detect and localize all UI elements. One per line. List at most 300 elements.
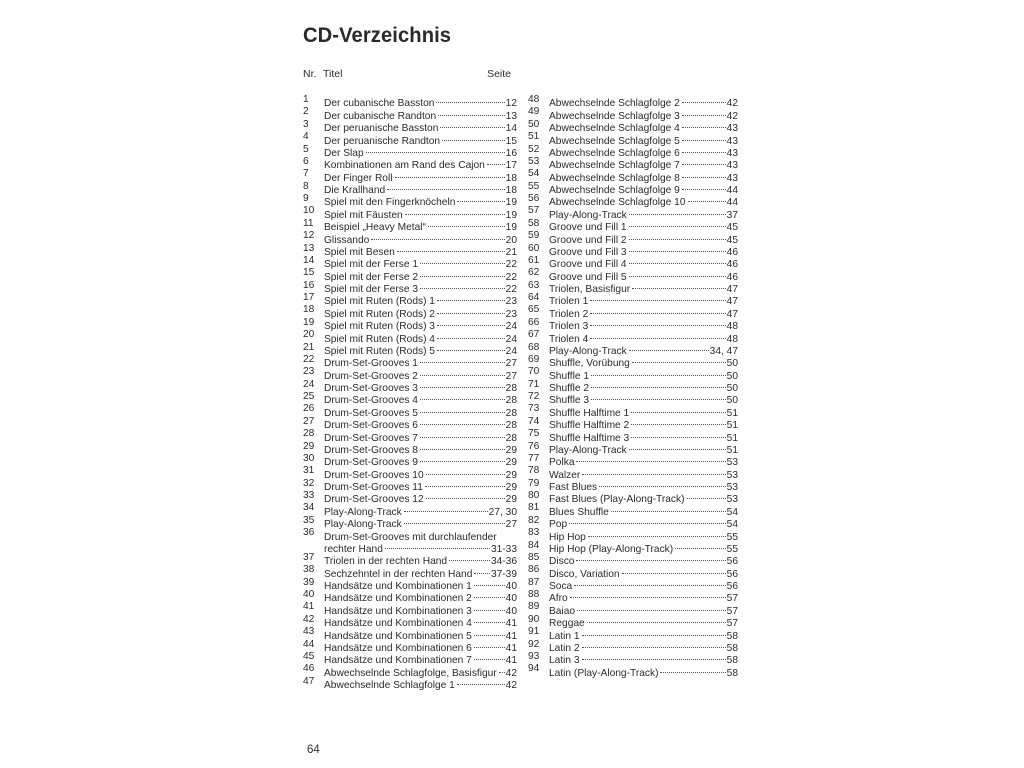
dot-leader — [687, 490, 726, 502]
track-title: Spiel mit den Fingerknöcheln — [324, 197, 456, 209]
track-number: 71 — [528, 378, 540, 390]
track-title: Latin 1 — [549, 630, 580, 642]
toc-entry — [303, 329, 517, 345]
track-page: 56 — [726, 556, 738, 568]
track-number: 45 — [303, 650, 315, 662]
track-title: Abwechselnde Schlagfolge 3 — [549, 110, 680, 122]
dot-leader — [629, 255, 726, 267]
header-seite: Seite — [487, 68, 511, 80]
track-page: 27 — [505, 519, 517, 531]
track-number: 92 — [528, 638, 540, 650]
track-number: 62 — [528, 267, 540, 279]
track-title: Spiel mit Ruten (Rods) 2 — [324, 308, 435, 320]
toc-entry — [528, 403, 738, 419]
dot-leader — [499, 663, 505, 675]
page-title: CD-Verzeichnis — [303, 24, 452, 47]
track-page: 28 — [505, 420, 517, 432]
dot-leader — [576, 552, 725, 564]
track-page: 24 — [505, 333, 517, 345]
dot-leader — [587, 614, 726, 626]
track-page: 22 — [505, 259, 517, 271]
track-number: 59 — [528, 230, 540, 242]
toc-entry — [303, 675, 517, 691]
track-page: 19 — [505, 209, 517, 221]
toc-entry — [303, 378, 517, 394]
track-number: 68 — [528, 341, 540, 353]
track-title: Reggae — [549, 618, 585, 630]
track-number: 63 — [528, 279, 540, 291]
toc-entry — [528, 143, 738, 159]
track-page: 22 — [505, 284, 517, 295]
track-number: 24 — [303, 378, 315, 390]
track-page: 46 — [726, 271, 738, 283]
track-number: 9 — [303, 193, 309, 204]
track-title: Pop — [549, 519, 568, 531]
track-number: 52 — [528, 143, 540, 155]
toc-entry — [303, 403, 517, 419]
track-title: Groove und Fill 2 — [549, 234, 627, 246]
track-number: 80 — [528, 490, 540, 501]
track-page: 40 — [505, 581, 517, 592]
track-number: 50 — [528, 118, 540, 130]
track-page: 56 — [726, 581, 738, 592]
track-title: Drum-Set-Grooves 6 — [324, 420, 418, 432]
track-title: Abwechselnde Schlagfolge 7 — [549, 160, 680, 172]
track-page: 57 — [726, 593, 738, 605]
track-title: Drum-Set-Grooves mit durchlaufender — [324, 531, 497, 543]
track-title: Shuffle, Vorübung — [549, 358, 630, 370]
dot-leader — [629, 230, 726, 242]
track-title: Der Slap — [324, 147, 364, 159]
toc-entry — [528, 514, 738, 531]
track-title: Drum-Set-Grooves 9 — [324, 457, 418, 469]
toc-entry — [303, 279, 517, 295]
track-page: 47 — [726, 296, 738, 308]
track-page: 58 — [726, 630, 738, 642]
dot-leader — [366, 144, 505, 156]
toc-right-column — [528, 94, 738, 679]
toc-entry — [303, 663, 517, 679]
toc-entry — [303, 638, 517, 654]
track-title: Afro — [549, 593, 568, 605]
dot-leader — [474, 651, 505, 663]
track-page: 17 — [505, 160, 517, 172]
track-page: 51 — [726, 420, 738, 432]
toc-entry — [303, 527, 517, 543]
track-number: 28 — [303, 428, 315, 440]
dot-leader — [631, 403, 725, 415]
dot-leader — [682, 94, 726, 106]
track-number: 6 — [303, 155, 309, 167]
dot-leader — [591, 379, 726, 391]
dot-leader — [474, 577, 505, 589]
track-title: Hip Hop — [549, 531, 586, 543]
track-page: 18 — [505, 185, 517, 196]
track-number: 49 — [528, 106, 540, 118]
toc-entry — [528, 353, 738, 370]
toc-entry — [528, 613, 738, 630]
dot-leader — [582, 651, 726, 663]
dot-leader — [631, 428, 725, 440]
track-page: 46 — [726, 259, 738, 271]
dot-leader — [442, 131, 505, 143]
track-page: 41 — [505, 655, 517, 667]
dot-leader — [590, 292, 725, 304]
track-number: 43 — [303, 626, 315, 638]
track-page: 42 — [505, 680, 517, 691]
dot-leader — [405, 205, 505, 217]
track-number: 79 — [528, 477, 540, 489]
track-number: 60 — [528, 242, 540, 254]
toc-entry — [303, 626, 517, 642]
dot-leader — [474, 639, 505, 651]
track-page: 19 — [505, 197, 517, 209]
dot-leader — [611, 502, 726, 514]
track-number: 34 — [303, 502, 315, 514]
toc-entry — [528, 366, 738, 382]
track-number: 16 — [303, 279, 315, 291]
dot-leader — [682, 119, 726, 131]
track-title: Groove und Fill 4 — [549, 259, 627, 271]
track-page: 43 — [726, 147, 738, 159]
dot-leader — [682, 156, 726, 168]
track-number: 7 — [303, 168, 309, 180]
toc-entry — [303, 254, 517, 271]
toc-entry — [528, 626, 738, 642]
dot-leader — [404, 515, 505, 527]
track-page: 48 — [726, 333, 738, 345]
track-number: 82 — [528, 514, 540, 526]
toc-entry — [303, 118, 517, 135]
track-number: 32 — [303, 477, 315, 489]
track-page: 42 — [505, 667, 517, 679]
track-title: Handsätze und Kombinationen 4 — [324, 618, 472, 630]
toc-entry — [528, 329, 738, 345]
track-title: Triolen, Basisfigur — [549, 284, 631, 295]
toc-entry — [528, 267, 738, 283]
track-title: Shuffle 1 — [549, 370, 590, 382]
page-number: 64 — [307, 744, 320, 756]
track-title: Shuffle 2 — [549, 383, 590, 394]
track-page: 21 — [505, 246, 517, 258]
track-number: 35 — [303, 514, 315, 526]
track-number: 13 — [303, 242, 315, 254]
track-title: Drum-Set-Grooves 4 — [324, 395, 418, 407]
dot-leader — [404, 502, 488, 514]
track-title: Der cubanische Randton — [324, 110, 437, 122]
track-title: Drum-Set-Grooves 11 — [324, 482, 423, 493]
track-page: 18 — [505, 172, 517, 184]
toc-entry — [528, 490, 738, 506]
track-page: 37-39 — [490, 568, 517, 580]
toc-entry — [528, 378, 738, 394]
track-page: 50 — [726, 358, 738, 370]
dot-leader — [682, 168, 726, 180]
dot-leader — [437, 342, 505, 354]
track-page: 12 — [505, 98, 517, 110]
track-title: Sechzehntel in der rechten Hand — [324, 568, 473, 580]
track-page: 43 — [726, 135, 738, 147]
dot-leader — [438, 106, 505, 118]
track-title: Abwechselnde Schlagfolge, Basisfigur — [324, 667, 497, 679]
track-number: 41 — [303, 601, 315, 613]
track-page: 43 — [726, 123, 738, 135]
toc-entry — [303, 143, 517, 159]
dot-leader — [591, 391, 726, 403]
track-title: Kombinationen am Rand des Cajon — [324, 160, 485, 172]
track-title: Play-Along-Track — [324, 519, 402, 531]
track-number: 20 — [303, 329, 315, 341]
track-page: 23 — [505, 296, 517, 308]
toc-entry — [303, 341, 517, 357]
track-number: 19 — [303, 316, 315, 328]
track-page: 51 — [726, 407, 738, 419]
track-title: Spiel mit Fäusten — [324, 209, 403, 221]
track-title: Walzer — [549, 469, 581, 481]
track-title: Fast Blues — [549, 482, 598, 493]
track-title: rechter Hand — [324, 543, 383, 555]
track-title: Glissando — [324, 234, 370, 246]
toc-entry — [528, 650, 738, 667]
toc-entry — [303, 94, 517, 110]
track-page: 29 — [505, 469, 517, 481]
track-title: Drum-Set-Grooves 2 — [324, 370, 418, 382]
track-number: 39 — [303, 576, 315, 588]
track-number: 47 — [303, 675, 315, 687]
dot-leader — [420, 453, 505, 465]
track-number: 23 — [303, 366, 315, 378]
track-page: 29 — [505, 457, 517, 469]
track-title: Spiel mit Ruten (Rods) 1 — [324, 296, 435, 308]
dot-leader — [437, 292, 505, 304]
dot-leader — [675, 540, 725, 552]
dot-leader — [629, 267, 726, 279]
dot-leader — [631, 416, 725, 428]
track-number: 38 — [303, 564, 315, 576]
track-number: 25 — [303, 391, 315, 402]
track-title: Baiao — [549, 605, 576, 617]
toc-entry — [528, 304, 738, 320]
track-page: 27 — [505, 358, 517, 370]
track-number: 18 — [303, 304, 315, 316]
track-title: Handsätze und Kombinationen 7 — [324, 655, 472, 667]
dot-leader — [629, 205, 726, 217]
track-title: Abwechselnde Schlagfolge 8 — [549, 172, 680, 184]
dot-leader — [437, 317, 505, 329]
track-title: Groove und Fill 3 — [549, 246, 627, 258]
track-title: Handsätze und Kombinationen 5 — [324, 630, 472, 642]
track-page: 23 — [505, 308, 517, 320]
track-title: Abwechselnde Schlagfolge 1 — [324, 680, 455, 691]
toc-entry — [303, 490, 517, 506]
toc-entry — [303, 131, 517, 147]
track-page: 57 — [726, 618, 738, 630]
track-number: 40 — [303, 589, 315, 600]
track-page: 29 — [505, 494, 517, 506]
track-page: 28 — [505, 395, 517, 407]
track-page: 55 — [726, 543, 738, 555]
track-page: 51 — [726, 432, 738, 444]
track-page: 54 — [726, 506, 738, 518]
track-title: Spiel mit Ruten (Rods) 3 — [324, 321, 435, 333]
track-page: 28 — [505, 407, 517, 419]
dot-leader — [420, 403, 505, 415]
dot-leader — [682, 181, 726, 193]
track-number: 12 — [303, 230, 315, 242]
track-number: 30 — [303, 452, 315, 464]
track-title: Abwechselnde Schlagfolge 10 — [549, 197, 686, 209]
track-number: 29 — [303, 440, 315, 452]
toc-entry — [303, 168, 517, 184]
track-page: 13 — [505, 110, 517, 122]
track-number: 11 — [303, 217, 314, 229]
toc-entry — [528, 663, 738, 679]
toc-entry — [528, 564, 738, 580]
toc-entry — [303, 477, 517, 493]
track-number: 86 — [528, 564, 540, 576]
track-title: Latin 3 — [549, 655, 580, 667]
track-number: 31 — [303, 465, 315, 477]
toc-entry — [528, 106, 738, 122]
track-title: Die Krallhand — [324, 185, 386, 196]
toc-entry — [528, 391, 738, 407]
dot-leader — [622, 564, 726, 576]
dot-leader — [474, 626, 505, 638]
track-title: Latin 2 — [549, 642, 580, 654]
dot-leader — [437, 304, 505, 316]
header-nr: Nr. — [303, 68, 317, 80]
track-number: 72 — [528, 391, 540, 402]
track-page: 53 — [726, 469, 738, 481]
track-number: 15 — [303, 267, 315, 279]
track-page: 42 — [726, 110, 738, 122]
dot-leader — [385, 540, 490, 552]
track-title: Spiel mit der Ferse 2 — [324, 271, 418, 283]
track-title: Abwechselnde Schlagfolge 5 — [549, 135, 680, 147]
track-number: 48 — [528, 94, 540, 105]
track-number: 8 — [303, 180, 309, 192]
track-title: Shuffle Halftime 2 — [549, 420, 630, 432]
track-page: 43 — [726, 160, 738, 172]
toc-entry — [303, 180, 517, 196]
track-page: 41 — [505, 630, 517, 642]
dot-leader — [629, 441, 726, 453]
toc-entry — [528, 292, 738, 308]
track-number: 93 — [528, 650, 540, 662]
track-title: Hip Hop (Play-Along-Track) — [549, 543, 674, 555]
track-number: 53 — [528, 155, 540, 167]
dot-leader — [590, 329, 725, 341]
track-page: 44 — [726, 185, 738, 196]
toc-entry — [528, 168, 738, 184]
track-page: 50 — [726, 395, 738, 407]
track-page: 46 — [726, 246, 738, 258]
toc-entry — [303, 304, 517, 320]
track-title: Spiel mit Ruten (Rods) 5 — [324, 345, 435, 357]
toc-entry — [303, 205, 517, 221]
track-page: 43 — [726, 172, 738, 184]
dot-leader — [582, 639, 726, 651]
track-page: 29 — [505, 444, 517, 456]
dot-leader — [440, 119, 504, 131]
dot-leader — [420, 280, 505, 292]
track-page: 28 — [505, 383, 517, 394]
track-page: 53 — [726, 494, 738, 506]
track-title: Spiel mit Besen — [324, 246, 395, 258]
toc-entry — [528, 217, 738, 234]
track-page: 47 — [726, 308, 738, 320]
toc-entry — [303, 564, 517, 580]
track-number: 87 — [528, 576, 540, 588]
track-page: 24 — [505, 321, 517, 333]
toc-entry — [528, 589, 738, 605]
track-title: Spiel mit Ruten (Rods) 4 — [324, 333, 435, 345]
dot-leader — [574, 577, 725, 589]
track-title: Play-Along-Track — [324, 506, 402, 518]
track-number: 1 — [303, 94, 309, 105]
track-page: 22 — [505, 271, 517, 283]
track-number: 51 — [528, 131, 540, 143]
toc-entry — [528, 254, 738, 271]
track-title: Fast Blues (Play-Along-Track) — [549, 494, 685, 506]
dot-leader — [474, 601, 505, 613]
toc-entry — [303, 613, 517, 630]
track-page: 41 — [505, 642, 517, 654]
toc-entry — [303, 452, 517, 469]
toc-entry — [303, 514, 517, 531]
toc-entry — [303, 230, 517, 246]
toc-entry — [528, 341, 738, 357]
track-number: 70 — [528, 366, 540, 378]
toc-entry — [528, 440, 738, 456]
track-number: 22 — [303, 353, 315, 365]
toc-entry — [528, 155, 738, 172]
dot-leader — [371, 230, 504, 242]
toc-entry — [303, 440, 517, 456]
track-page: 56 — [726, 568, 738, 580]
toc-entry — [303, 242, 517, 258]
dot-leader — [590, 317, 725, 329]
track-title: Triolen 1 — [549, 296, 589, 308]
dot-leader — [474, 614, 505, 626]
toc-entry — [303, 193, 517, 209]
track-title: Spiel mit der Ferse 3 — [324, 284, 418, 295]
toc-entry — [528, 477, 738, 493]
track-number: 74 — [528, 415, 540, 427]
dot-leader — [632, 354, 726, 366]
track-number: 67 — [528, 329, 540, 341]
dot-leader — [629, 218, 726, 230]
dot-leader — [420, 267, 505, 279]
column-headers — [303, 68, 511, 82]
track-title: Blues Shuffle — [549, 506, 609, 518]
dot-leader — [428, 218, 505, 230]
track-page: 29 — [505, 482, 517, 493]
toc-entry — [528, 193, 738, 209]
toc-entry — [303, 502, 517, 518]
toc-entry — [303, 465, 517, 481]
track-page: 53 — [726, 457, 738, 469]
track-number: 27 — [303, 415, 315, 427]
track-title: Beispiel „Heavy Metal“ — [324, 222, 426, 234]
track-title: Drum-Set-Grooves 5 — [324, 407, 418, 419]
dot-leader — [420, 428, 505, 440]
dot-leader — [395, 168, 505, 180]
track-page: 57 — [726, 605, 738, 617]
dot-leader — [629, 342, 709, 354]
dot-leader — [682, 144, 726, 156]
track-title: Disco — [549, 556, 575, 568]
